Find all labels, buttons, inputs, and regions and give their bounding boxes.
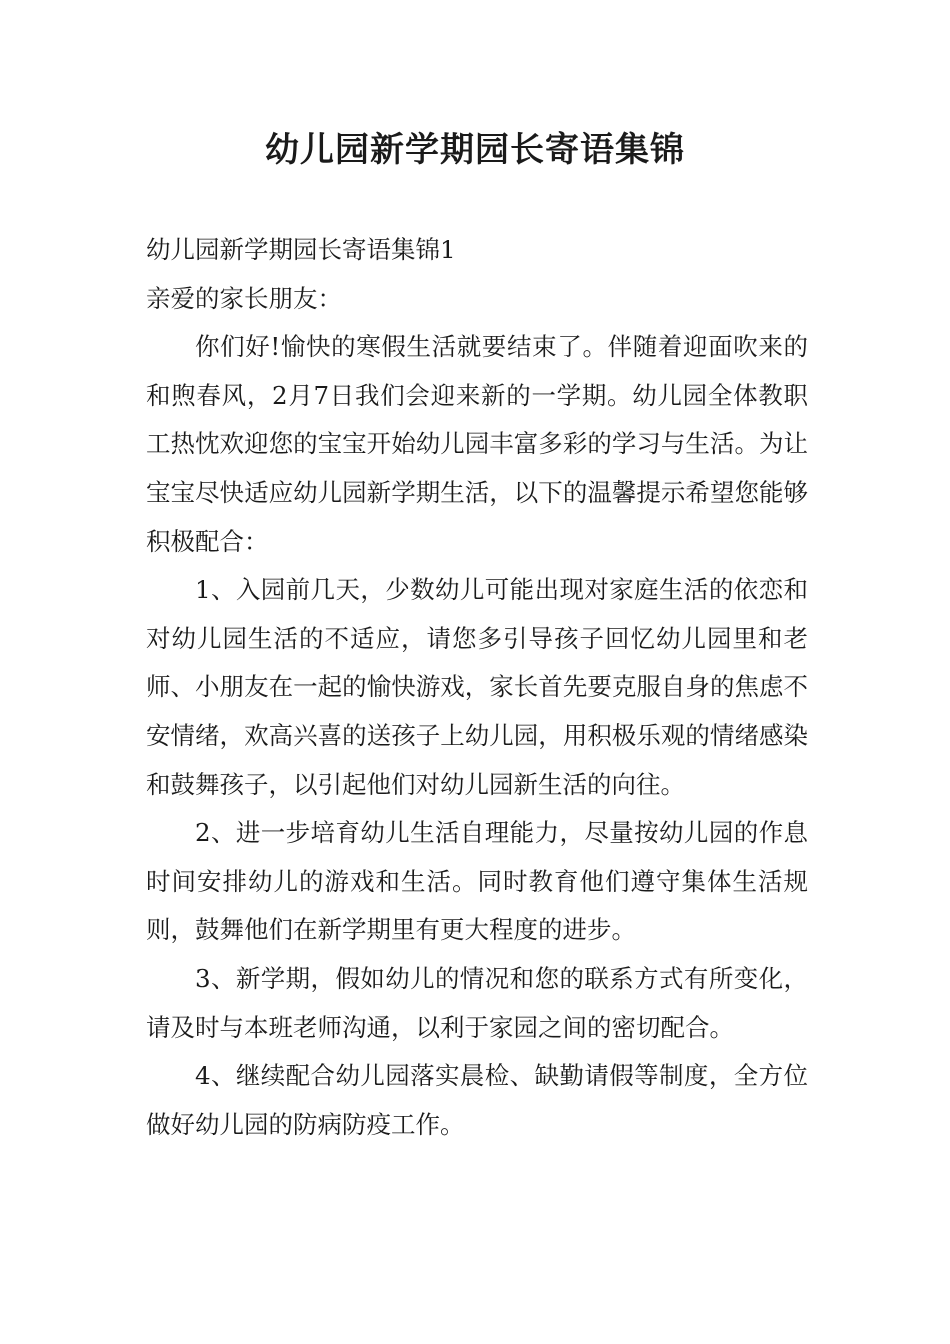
tip-paragraph-1: 1、入园前几天，少数幼儿可能出现对家庭生活的依恋和对幼儿园生活的不适应，请您多引导孩子回忆幼儿园里和老师、小朋友在一起的愉快游戏，家长首先要克服自身的焦虑不安情绪，欢高兴喜的送孩子上幼儿园，用积极乐观的情绪感染和鼓舞孩子，以引起他们对幼儿园新生活的向往。 bbox=[146, 575, 808, 799]
intro-paragraph: 你们好!愉快的寒假生活就要结束了。伴随着迎面吹来的和煦春风，2月7日我们会迎来新的一学期。幼儿园全体教职工热忱欢迎您的宝宝开始幼儿园丰富多彩的学习与生活。为让宝宝尽快适应幼儿园新学期生活，以下的温馨提示希望您能够积极配合： bbox=[146, 332, 808, 556]
salutation: 亲爱的家长朋友： bbox=[146, 283, 342, 313]
section-heading: 幼儿园新学期园长寄语集锦1 bbox=[146, 235, 456, 264]
document-title: 幼儿园新学期园长寄语集锦 bbox=[265, 130, 685, 170]
tip-paragraph-3: 3、新学期，假如幼儿的情况和您的联系方式有所变化，请及时与本班老师沟通，以利于家园之间的密切配合。 bbox=[146, 963, 808, 1042]
tip-paragraph-2: 2、进一步培育幼儿生活自理能力，尽量按幼儿园的作息时间安排幼儿的游戏和生活。同时教育他们遵守集体生活规则，鼓舞他们在新学期里有更大程度的进步。 bbox=[146, 818, 808, 945]
tip-paragraph-4: 4、继续配合幼儿园落实晨检、缺勤请假等制度，全方位做好幼儿园的防病防疫工作。 bbox=[146, 1061, 808, 1139]
document-body bbox=[146, 226, 808, 1149]
